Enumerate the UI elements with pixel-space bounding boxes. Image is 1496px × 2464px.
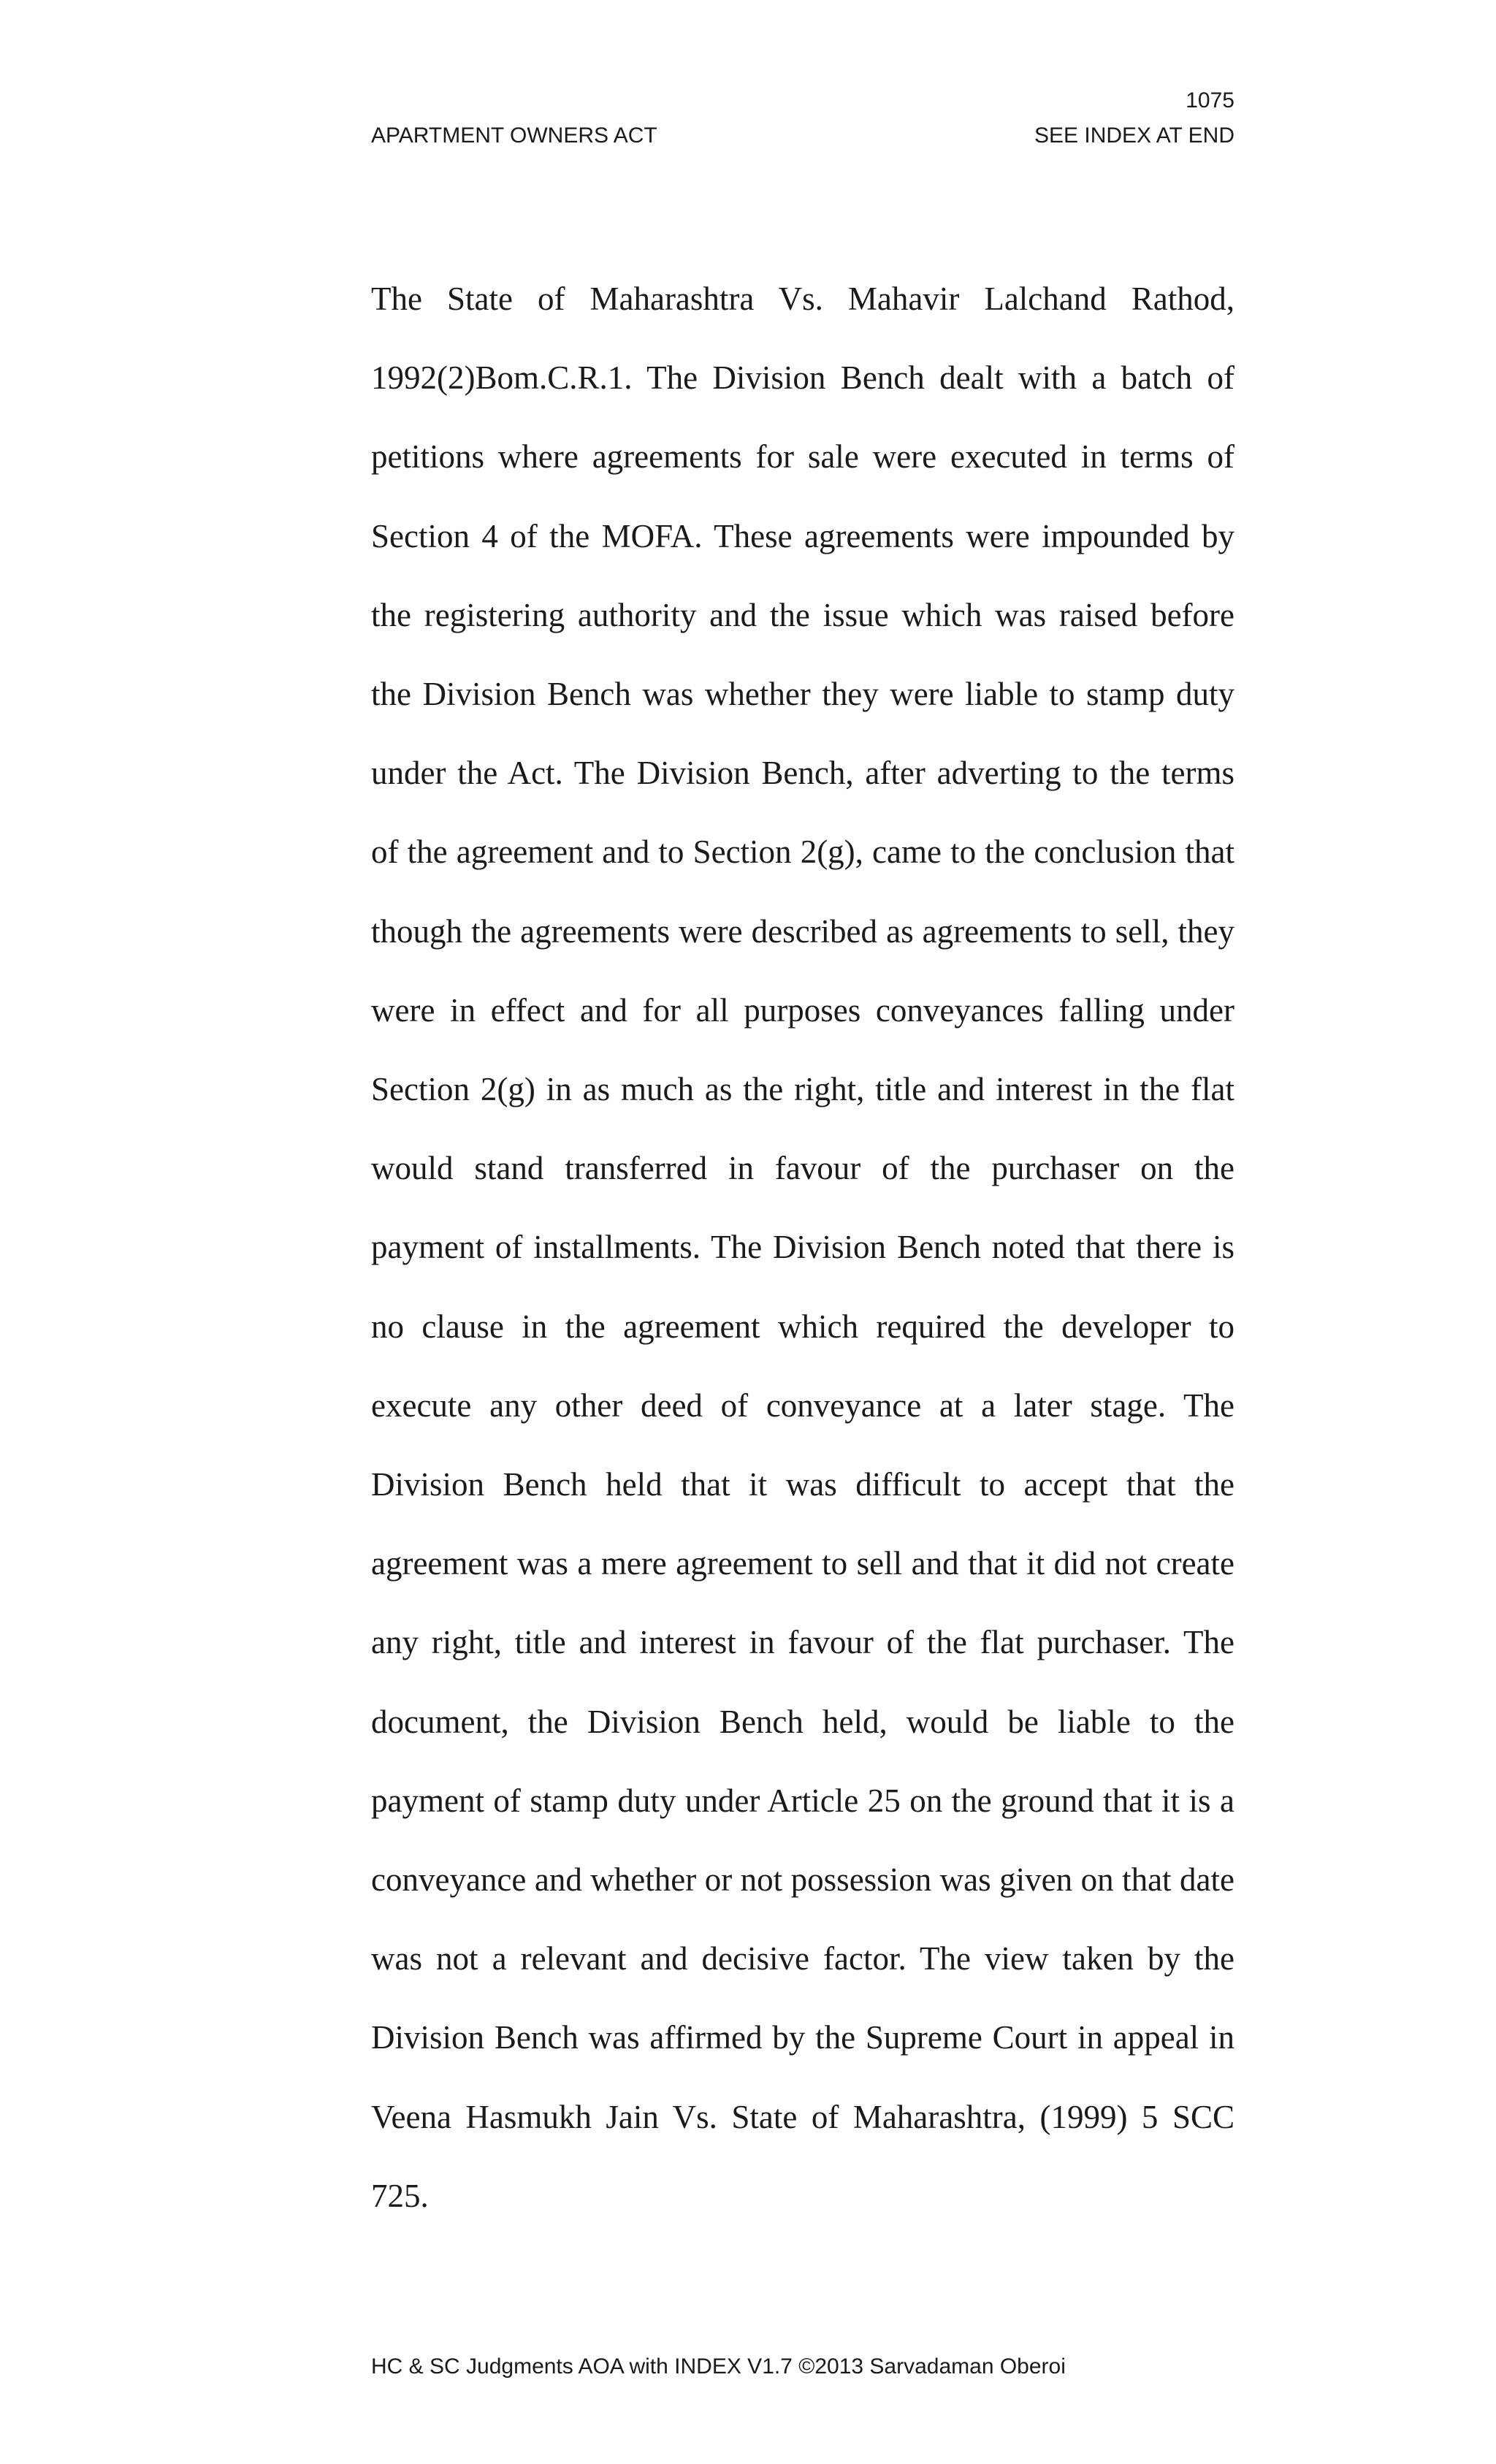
header-index-note: SEE INDEX AT END (1034, 123, 1234, 148)
body-paragraph: The State of Maharashtra Vs. Mahavir Lalchand Rathod, 1992(2)Bom.C.R.1. The Division Bench dealt with a batch of petitions where agreements for sale were executed in terms of Section 4 of the MOFA. These agreements were impounded by the registering authority and the issue which was raised before the Division Bench was whether they were liable to stamp duty under the Act. The Division Bench, after adverting to the terms of the agreement and to Section 2(g), came to the conclusion that though the agreements were described as agreements to sell, they were in effect and for all purposes conveyances falling under Section 2(g) in as much as the right, title and interest in the flat would stand transferred in favour of the purchaser on the payment of installments. The Division Bench noted that there is no clause in the agreement which required the developer to execute any other deed of conveyance at a later stage. The Division Bench held that it was difficult to accept that the agreement was a mere agreement to sell and that it did not create any right, title and interest in favour of the flat purchaser. The document, the Division Bench held, would be liable to the payment of stamp duty under Article 25 on the ground that it is a conveyance and whether or not possession was given on that date was not a relevant and decisive factor. The view taken by the Division Bench was affirmed by the Supreme Court in appeal in Veena Hasmukh Jain Vs. State of Maharashtra, (1999) 5 SCC 725. (371, 281, 1234, 2214)
page-number: 1075 (1186, 88, 1234, 112)
page-footer: HC & SC Judgments AOA with INDEX V1.7 ©2013 Sarvadaman Oberoi (371, 2354, 1066, 2379)
header-title: APARTMENT OWNERS ACT (371, 123, 657, 148)
running-header (371, 123, 1234, 149)
